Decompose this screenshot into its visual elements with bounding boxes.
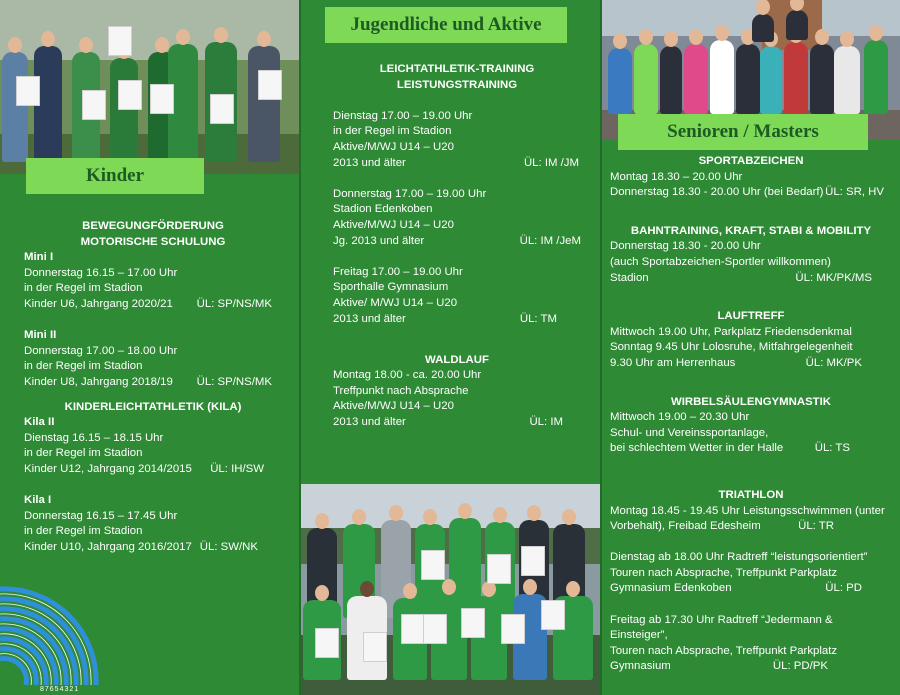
session-year: 2013 und älter xyxy=(333,416,406,429)
session-time: Mittwoch 19.00 – 20.30 Uhr xyxy=(610,411,750,424)
session-row xyxy=(610,581,892,597)
section-title-triathlon: TRIATHLON xyxy=(718,488,784,501)
group-age-row xyxy=(24,297,282,313)
trainer-codes: ÜL: TM xyxy=(519,312,557,325)
section-title-training: LEICHTATHLETIK-TRAINING xyxy=(379,63,535,75)
session-time: Montag 18.30 – 20.00 Uhr xyxy=(610,170,743,183)
session-note: Touren nach Absprache, Treffpunkt Parkplatz xyxy=(610,644,838,657)
section-title-kila: KINDERLEICHTATHLETIK (KILA) xyxy=(64,400,242,413)
group-age-row xyxy=(24,462,282,478)
trainer-codes: ÜL: PD/PK xyxy=(772,660,828,673)
session-time: Donnerstag 17.00 – 19.00 Uhr xyxy=(333,187,487,200)
kinder-schedule xyxy=(24,219,282,555)
session-location: in der Regel im Stadion xyxy=(333,125,452,138)
session-time: Donnerstag 18.30 - 20.00 Uhr xyxy=(610,240,761,253)
jugendliche-schedule xyxy=(333,62,581,431)
group-age: Kinder U12, Jahrgang 2014/2015 xyxy=(24,462,192,475)
senioren-schedule xyxy=(610,154,892,675)
session-time: Montag 18.45 - 19.45 Uhr Leistungsschwimmen (unter xyxy=(610,504,885,517)
section-title-lauftreff: LAUFTREFF xyxy=(717,310,785,323)
session-row xyxy=(610,519,892,535)
group-time: Donnerstag 17.00 – 18.00 Uhr xyxy=(24,344,178,357)
session-row xyxy=(610,185,892,201)
session-location: Gymnasium xyxy=(610,660,671,673)
group-name-kila-2: Kila II xyxy=(24,416,55,429)
session-time: Donnerstag 18.30 - 20.00 Uhr (bei Bedarf) xyxy=(610,186,824,199)
session-row xyxy=(610,271,892,287)
session-time: Dienstag ab 18.00 Uhr Radtreff “leistungsorientiert” xyxy=(610,551,868,564)
session-location: Sporthalle Gymnasium xyxy=(333,281,449,294)
session-row xyxy=(610,659,892,675)
trainer-codes: ÜL: PD xyxy=(825,582,862,595)
group-age: Kinder U6, Jahrgang 2020/21 xyxy=(24,297,173,310)
kinder-panel xyxy=(0,0,299,695)
senioren-heading: Senioren / Masters xyxy=(618,114,868,150)
group-location: in der Regel im Stadion xyxy=(24,447,143,460)
jugendliche-heading: Jugendliche und Aktive xyxy=(325,7,567,43)
session-time: Freitag 17.00 – 19.00 Uhr xyxy=(333,265,463,278)
trainer-codes: ÜL: IM /JM xyxy=(523,156,579,169)
track-lane-numbers: 87654321 xyxy=(40,686,80,693)
session-group: Aktive/ M/WJ U14 – U20 xyxy=(333,296,458,309)
section-title-motorisch: MOTORISCHE SCHULUNG xyxy=(80,235,226,248)
session-location: Vorbehalt), Freibad Edesheim xyxy=(610,520,761,533)
session-time: Montag 18.00 - ca. 20.00 Uhr xyxy=(333,369,482,382)
trainer-codes: ÜL: TR xyxy=(798,520,834,533)
session-note: bei schlechtem Wetter in der Halle xyxy=(610,442,784,455)
session-year-row xyxy=(333,234,581,250)
trainer-codes: ÜL: SR, HV xyxy=(825,186,884,199)
group-time: Donnerstag 16.15 – 17.00 Uhr xyxy=(24,266,178,279)
trainer-codes: ÜL: IH/SW xyxy=(210,462,264,475)
trainer-codes: ÜL: SP/NS/MK xyxy=(196,297,272,310)
session-location: Schul- und Vereinssportanlage, xyxy=(610,426,769,439)
session-row xyxy=(610,441,892,457)
group-location: in der Regel im Stadion xyxy=(24,282,143,295)
kinder-heading: Kinder xyxy=(26,158,204,194)
section-title-leistung: LEISTUNGSTRAINING xyxy=(396,78,518,91)
session-location: Stadion xyxy=(610,271,649,284)
session-location: 9.30 Uhr am Herrenhaus xyxy=(610,356,736,369)
session-year: 2013 und älter xyxy=(333,156,406,169)
session-group: Aktive/M/WJ U14 – U20 xyxy=(333,140,454,153)
trainer-codes: ÜL: SW/NK xyxy=(199,540,258,553)
group-age-row xyxy=(24,375,282,391)
group-age: Kinder U8, Jahrgang 2018/19 xyxy=(24,375,173,388)
trainer-codes: ÜL: SP/NS/MK xyxy=(196,375,272,388)
group-age-row xyxy=(24,540,282,556)
group-name-mini-2: Mini II xyxy=(24,329,57,342)
group-location: in der Regel im Stadion xyxy=(24,360,143,373)
session-time: Freitag ab 17.30 Uhr Radtreff “Jedermann & Einsteiger”, xyxy=(610,613,833,642)
session-time: Sonntag 9.45 Uhr Lolosruhe, Mitfahrgelegenheit xyxy=(610,341,853,354)
session-note: (auch Sportabzeichen-Sportler willkommen) xyxy=(610,255,831,268)
session-note: Touren nach Absprache, Treffpunkt Parkplatz xyxy=(610,566,838,579)
trainer-codes: ÜL: IM xyxy=(529,416,563,429)
session-location: Gymnasium Edenkoben xyxy=(610,582,732,595)
session-location: Stadion Edenkoben xyxy=(333,203,433,216)
group-age: Kinder U10, Jahrgang 2016/2017 xyxy=(24,540,192,553)
session-location: Treffpunkt nach Absprache xyxy=(333,384,469,397)
session-row xyxy=(610,356,892,372)
group-name-kila-1: Kila I xyxy=(24,494,52,507)
running-track-graphic xyxy=(0,575,110,695)
jugendliche-group-photo xyxy=(301,484,600,695)
kinder-group-photo xyxy=(0,0,299,174)
group-location: in der Regel im Stadion xyxy=(24,525,143,538)
group-name-mini-1: Mini I xyxy=(24,251,54,264)
section-title-wirbelsaeule: WIRBELSÄULENGYMNASTIK xyxy=(670,395,832,408)
trainer-codes: ÜL: MK/PK xyxy=(805,356,862,369)
group-time: Dienstag 16.15 – 18.15 Uhr xyxy=(24,431,164,444)
session-year-row xyxy=(333,156,581,172)
trainer-codes: ÜL: TS xyxy=(814,442,850,455)
trainer-codes: ÜL: MK/PK/MS xyxy=(795,271,872,284)
session-year-row xyxy=(333,415,581,431)
session-group: Aktive/M/WJ U14 – U20 xyxy=(333,400,454,413)
group-time: Donnerstag 16.15 – 17.45 Uhr xyxy=(24,509,178,522)
section-title-bahntraining: BAHNTRAINING, KRAFT, STABI & MOBILITY xyxy=(630,224,872,237)
session-year: Jg. 2013 und älter xyxy=(333,234,425,247)
section-title-sportabzeichen: SPORTABZEICHEN xyxy=(698,155,804,167)
trainer-codes: ÜL: IM /JeM xyxy=(519,234,581,247)
session-time: Dienstag 17.00 – 19.00 Uhr xyxy=(333,109,473,122)
senioren-panel xyxy=(602,0,900,695)
session-time: Mittwoch 19.00 Uhr, Parkplatz Friedensdenkmal xyxy=(610,325,852,338)
section-title-bewegung: BEWEGUNGFÖRDERUNG xyxy=(82,220,224,232)
section-title-waldlauf: WALDLAUF xyxy=(425,353,489,366)
session-year: 2013 und älter xyxy=(333,312,406,325)
session-year-row xyxy=(333,312,581,328)
session-group: Aktive/M/WJ U14 – U20 xyxy=(333,218,454,231)
jugendliche-panel xyxy=(301,0,600,695)
